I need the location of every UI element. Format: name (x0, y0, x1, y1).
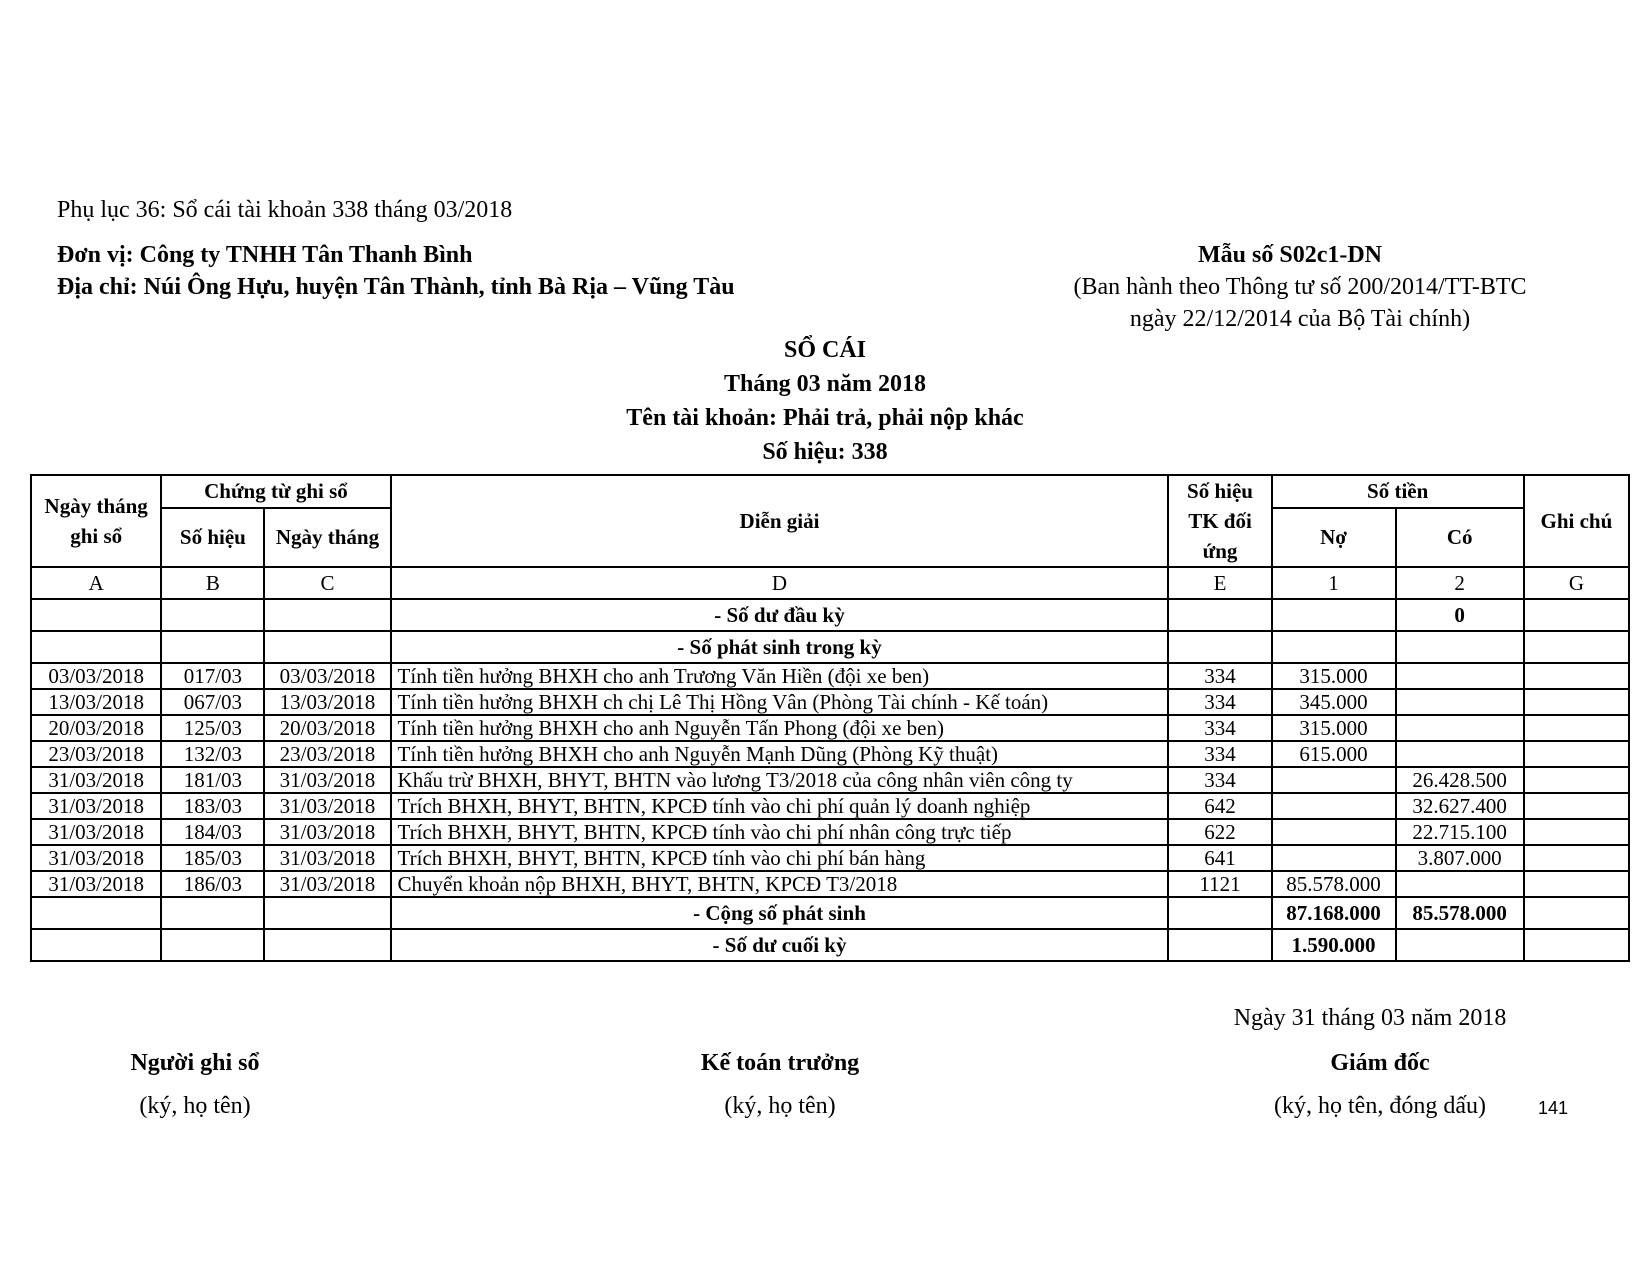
table-row (31, 689, 1629, 715)
code-d: D (391, 567, 1169, 599)
opening-credit: 0 (1396, 599, 1524, 631)
ledger-title: SỔ CÁI (783, 337, 867, 363)
signature-chief-accountant-role: Kế toán trưởng (700, 1050, 860, 1076)
form-number: Mẫu số S02c1-DN (1198, 242, 1382, 268)
code-c: C (264, 567, 390, 599)
contra-account: 1121 (1168, 871, 1271, 897)
description: Chuyển khoản nộp BHXH, BHYT, BHTN, KPCĐ T3/2018 (391, 871, 1169, 897)
voucher-no: 017/03 (161, 663, 264, 689)
debit-amount: 315.000 (1272, 715, 1396, 741)
total-debit: 87.168.000 (1272, 897, 1396, 929)
contra-account: 622 (1168, 819, 1271, 845)
account-name: Tên tài khoản: Phải trả, phải nộp khác (626, 405, 1024, 431)
voucher-no: 067/03 (161, 689, 264, 715)
period-activity-row (31, 631, 1629, 663)
opening-balance-row (31, 599, 1629, 631)
company-address: Địa chỉ: Núi Ông Hựu, huyện Tân Thành, tỉnh Bà Rịa – Vũng Tàu (57, 274, 735, 300)
credit-amount (1396, 663, 1524, 689)
description: Khấu trừ BHXH, BHYT, BHTN vào lương T3/2018 của công nhân viên công ty (391, 767, 1169, 793)
signing-date: Ngày 31 tháng 03 năm 2018 (1233, 1005, 1507, 1031)
voucher-date: 31/03/2018 (264, 819, 390, 845)
header-voucher-date: Ngày tháng (264, 508, 390, 567)
contra-account: 334 (1168, 715, 1271, 741)
code-1: 1 (1272, 567, 1396, 599)
page-number: 141 (1538, 1098, 1569, 1118)
debit-amount (1272, 819, 1396, 845)
table-row (31, 845, 1629, 871)
contra-account: 641 (1168, 845, 1271, 871)
debit-amount (1272, 767, 1396, 793)
voucher-no: 181/03 (161, 767, 264, 793)
table-row (31, 871, 1629, 897)
code-g: G (1524, 567, 1629, 599)
voucher-date: 13/03/2018 (264, 689, 390, 715)
voucher-no: 184/03 (161, 819, 264, 845)
record-date: 13/03/2018 (31, 689, 161, 715)
credit-amount: 26.428.500 (1396, 767, 1524, 793)
header-credit: Có (1396, 508, 1524, 567)
closing-credit (1396, 929, 1524, 961)
credit-amount (1396, 741, 1524, 767)
note (1524, 845, 1629, 871)
table-row (31, 741, 1629, 767)
credit-amount: 22.715.100 (1396, 819, 1524, 845)
credit-amount: 32.627.400 (1396, 793, 1524, 819)
contra-account: 334 (1168, 663, 1271, 689)
debit-amount: 615.000 (1272, 741, 1396, 767)
code-a: A (31, 567, 161, 599)
credit-amount (1396, 689, 1524, 715)
header-amount-group: Số tiền (1272, 475, 1524, 508)
header-note: Ghi chú (1524, 475, 1629, 567)
record-date: 20/03/2018 (31, 715, 161, 741)
ledger-period: Tháng 03 năm 2018 (723, 371, 927, 397)
voucher-no: 183/03 (161, 793, 264, 819)
credit-amount (1396, 715, 1524, 741)
description: Trích BHXH, BHYT, BHTN, KPCĐ tính vào chi phí quản lý doanh nghiệp (391, 793, 1169, 819)
record-date: 03/03/2018 (31, 663, 161, 689)
credit-amount (1396, 871, 1524, 897)
signature-recorder-role: Người ghi sổ (130, 1050, 260, 1076)
note (1524, 715, 1629, 741)
account-number: Số hiệu: 338 (762, 439, 888, 465)
contra-account: 334 (1168, 741, 1271, 767)
header-record-date: Ngày tháng ghi sổ (31, 475, 161, 567)
description: Tính tiền hưởng BHXH ch chị Lê Thị Hồng Vân (Phòng Tài chính - Kế toán) (391, 689, 1169, 715)
record-date: 31/03/2018 (31, 871, 161, 897)
contra-account: 334 (1168, 689, 1271, 715)
record-date: 23/03/2018 (31, 741, 161, 767)
header-voucher-no: Số hiệu (161, 508, 264, 567)
voucher-date: 23/03/2018 (264, 741, 390, 767)
voucher-no: 125/03 (161, 715, 264, 741)
record-date: 31/03/2018 (31, 819, 161, 845)
company-unit: Đơn vị: Công ty TNHH Tân Thanh Bình (57, 242, 473, 268)
header-contra-account: Số hiệu TK đối ứng (1168, 475, 1271, 567)
opening-balance-label: - Số dư đầu kỳ (391, 599, 1169, 631)
table-row (31, 715, 1629, 741)
voucher-date: 31/03/2018 (264, 767, 390, 793)
debit-amount: 315.000 (1272, 663, 1396, 689)
code-e: E (1168, 567, 1271, 599)
header-voucher-group: Chứng từ ghi sổ (161, 475, 390, 508)
voucher-no: 186/03 (161, 871, 264, 897)
total-label: - Cộng số phát sinh (391, 897, 1169, 929)
signature-director-role: Giám đốc (1330, 1050, 1430, 1076)
table-row (31, 767, 1629, 793)
closing-debit: 1.590.000 (1272, 929, 1396, 961)
debit-amount: 85.578.000 (1272, 871, 1396, 897)
record-date: 31/03/2018 (31, 767, 161, 793)
total-credit: 85.578.000 (1396, 897, 1524, 929)
signature-recorder-note: (ký, họ tên) (139, 1093, 251, 1119)
code-b: B (161, 567, 264, 599)
voucher-date: 20/03/2018 (264, 715, 390, 741)
total-row (31, 897, 1629, 929)
code-2: 2 (1396, 567, 1524, 599)
voucher-no: 132/03 (161, 741, 264, 767)
header-description: Diễn giải (391, 475, 1169, 567)
note (1524, 819, 1629, 845)
note (1524, 871, 1629, 897)
record-date: 31/03/2018 (31, 793, 161, 819)
description: Tính tiền hưởng BHXH cho anh Trương Văn Hiền (đội xe ben) (391, 663, 1169, 689)
voucher-date: 31/03/2018 (264, 871, 390, 897)
table-row (31, 663, 1629, 689)
table-row (31, 819, 1629, 845)
form-regulation-note: (Ban hành theo Thông tư số 200/2014/TT-BTC (1073, 274, 1527, 300)
note (1524, 663, 1629, 689)
contra-account: 642 (1168, 793, 1271, 819)
contra-account: 334 (1168, 767, 1271, 793)
signature-chief-accountant-note: (ký, họ tên) (724, 1093, 836, 1119)
record-date: 31/03/2018 (31, 845, 161, 871)
description: Trích BHXH, BHYT, BHTN, KPCĐ tính vào chi phí nhân công trực tiếp (391, 819, 1169, 845)
voucher-no: 185/03 (161, 845, 264, 871)
debit-amount (1272, 793, 1396, 819)
description: Trích BHXH, BHYT, BHTN, KPCĐ tính vào chi phí bán hàng (391, 845, 1169, 871)
voucher-date: 31/03/2018 (264, 793, 390, 819)
signature-director-note: (ký, họ tên, đóng dấu) (1274, 1093, 1486, 1119)
description: Tính tiền hưởng BHXH cho anh Nguyễn Mạnh Dũng (Phòng Kỹ thuật) (391, 741, 1169, 767)
header-debit: Nợ (1272, 508, 1396, 567)
note (1524, 793, 1629, 819)
debit-amount: 345.000 (1272, 689, 1396, 715)
voucher-date: 03/03/2018 (264, 663, 390, 689)
closing-balance-label: - Số dư cuối kỳ (391, 929, 1169, 961)
debit-amount (1272, 845, 1396, 871)
closing-balance-row (31, 929, 1629, 961)
note (1524, 741, 1629, 767)
appendix-caption: Phụ lục 36: Sổ cái tài khoản 338 tháng 03/2018 (57, 197, 513, 223)
note (1524, 767, 1629, 793)
note (1524, 689, 1629, 715)
description: Tính tiền hưởng BHXH cho anh Nguyễn Tấn Phong (đội xe ben) (391, 715, 1169, 741)
credit-amount: 3.807.000 (1396, 845, 1524, 871)
voucher-date: 31/03/2018 (264, 845, 390, 871)
table-row (31, 793, 1629, 819)
period-activity-label: - Số phát sinh trong kỳ (391, 631, 1169, 663)
general-ledger-table (30, 474, 1630, 962)
form-regulation-date: ngày 22/12/2014 của Bộ Tài chính) (1129, 306, 1471, 332)
column-code-row (31, 567, 1629, 599)
opening-debit (1272, 599, 1396, 631)
